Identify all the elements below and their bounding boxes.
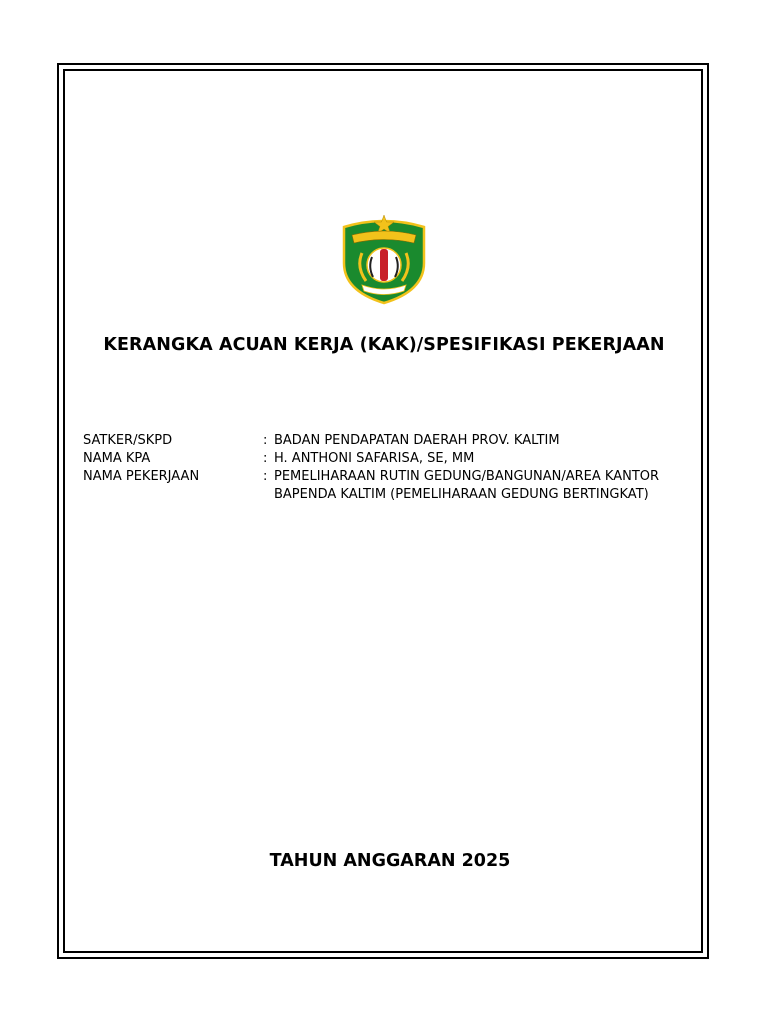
page-border-outer	[57, 63, 709, 959]
info-row-pekerjaan	[83, 468, 693, 504]
info-separator: :	[263, 433, 268, 448]
info-value-line: PEMELIHARAAN RUTIN GEDUNG/BANGUNAN/AREA KANTOR	[274, 469, 660, 484]
document-title: KERANGKA ACUAN KERJA (KAK)/SPESIFIKASI PEKERJAAN	[103, 335, 665, 355]
info-value	[274, 468, 693, 504]
info-value-line: BAPENDA KALTIM (PEMELIHARAAN GEDUNG BERTINGKAT)	[274, 487, 649, 502]
page-border-inner	[63, 69, 703, 953]
info-row-satker	[83, 432, 693, 450]
info-value: BADAN PENDAPATAN DAERAH PROV. KALTIM	[274, 433, 560, 448]
info-separator: :	[263, 469, 268, 484]
info-table	[83, 432, 693, 504]
info-label: NAMA PEKERJAAN	[83, 469, 200, 484]
info-separator: :	[263, 451, 268, 466]
kaltim-province-emblem-icon	[340, 213, 428, 305]
budget-year: TAHUN ANGGARAN 2025	[269, 851, 511, 871]
info-row-kpa	[83, 450, 693, 468]
info-label: SATKER/SKPD	[83, 433, 173, 448]
info-value: H. ANTHONI SAFARISA, SE, MM	[274, 451, 475, 466]
info-label: NAMA KPA	[83, 451, 151, 466]
